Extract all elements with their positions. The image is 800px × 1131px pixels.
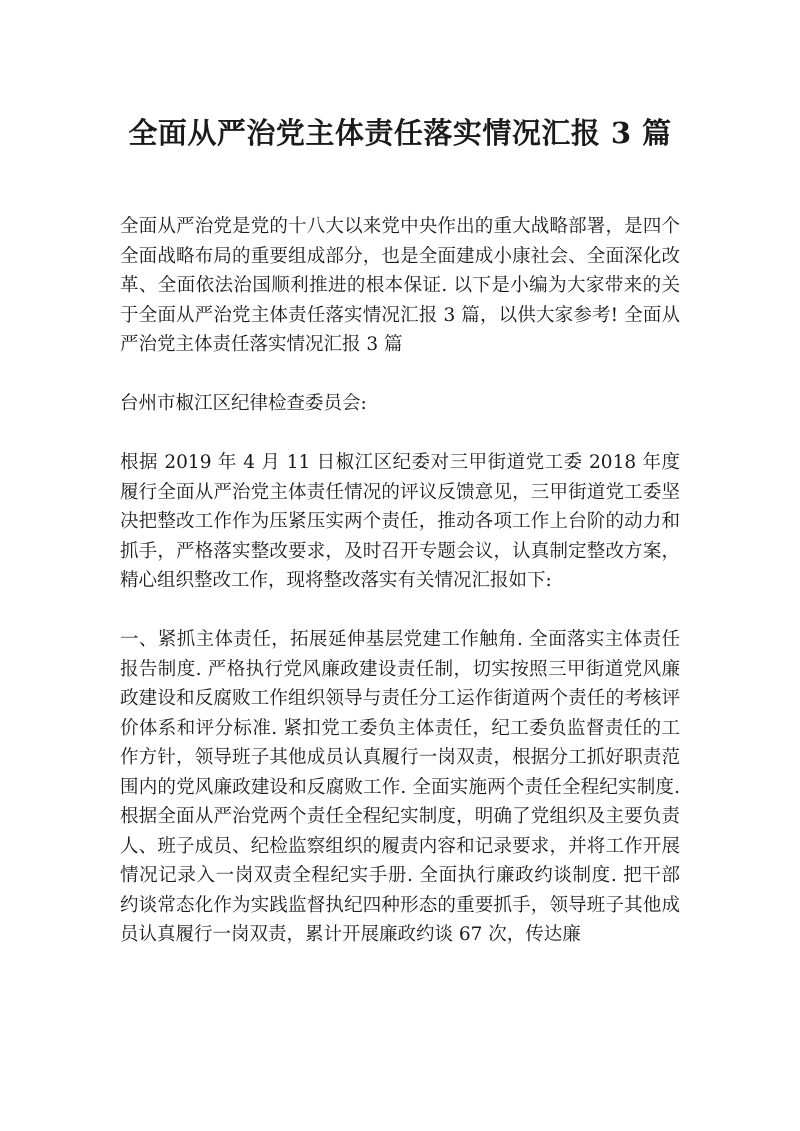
document-body	[120, 212, 680, 950]
document-title: 全面从严治党主体责任落实情况汇报 3 篇	[128, 116, 672, 150]
addressee-line: 台州市椒江区纪律检查委员会:	[120, 393, 367, 414]
intro-paragraph: 全面从严治党是党的十八大以来党中央作出的重大战略部署，是四个全面战略布局的重要组成部分，也是全面建成小康社会、全面深化改革、全面依法治国顺利推进的根本保证. 以下是小编为大家带来的关于全面从严治党主体责任落实情况汇报 3 篇，以供大家参考! 全面从严治党主体责任落实情况汇报 3 篇	[120, 216, 680, 355]
section-one-paragraph: 一、紧抓主体责任，拓展延伸基层党建工作触角. 全面落实主体责任报告制度. 严格执行党风廉政建设责任制，切实按照三甲街道党风廉政建设和反腐败工作组织领导与责任分工运作街道两个责任的考核评价体系和评分标准. 紧扣党工委负主体责任，纪工委负监督责任的工作方针，领导班子其他成员认真履行一岗双责，根据分工抓好职责范围内的党风廉政建设和反腐败工作. 全面实施两个责任全程纪实制度. 根据全面从严治党两个责任全程纪实制度，明确了党组织及主要负责人、班子成员、纪检监察组织的履责内容和记录要求，并将工作开展情况记录入一岗双责全程纪实手册. 全面执行廉政约谈制度. 把干部约谈常态化作为实践监督执纪四种形态的重要抓手，领导班子其他成员认真履行一岗双责，累计开展廉政约谈 67 次，传达廉	[120, 629, 680, 945]
opening-paragraph: 根据 2019 年 4 月 11 日椒江区纪委对三甲街道党工委 2018 年度履行全面从严治党主体责任情况的评议反馈意见，三甲街道党工委坚决把整改工作作为压紧压实两个责任，推动各项工作上台阶的动力和抓手，严格落实整改要求，及时召开专题会议，认真制定整改方案，精心组织整改工作，现将整改落实有关情况汇报如下:	[120, 452, 680, 591]
